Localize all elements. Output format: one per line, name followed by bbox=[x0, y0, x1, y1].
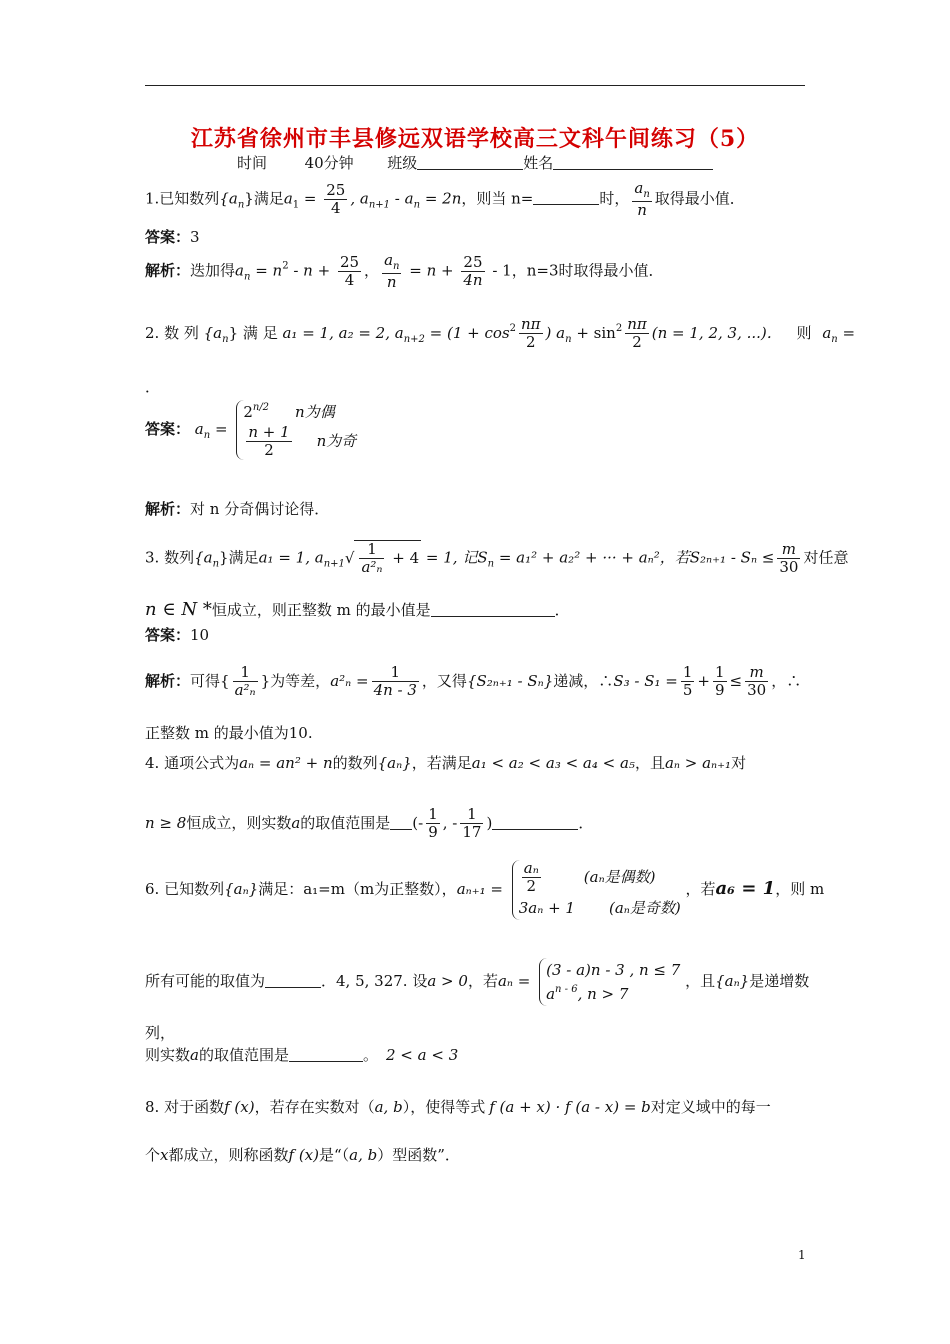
q2-prefix: 2. 数 列 bbox=[145, 323, 199, 342]
q3-line2-text: 恒成立，则正整数 m 的最小值是 bbox=[211, 601, 431, 619]
q2-given-sub: n+2 bbox=[403, 333, 425, 345]
q4-ineq: a₁ < a₂ < a₃ < a₄ < a₅ bbox=[471, 754, 635, 772]
q6-line bbox=[145, 860, 824, 920]
q2-sin: + sin bbox=[571, 323, 616, 342]
q4-f1 bbox=[426, 806, 440, 842]
q1-ratio-num-sub: n bbox=[643, 189, 650, 200]
q7-line4-text: 则实数 bbox=[145, 1046, 191, 1064]
q3-analysis-b: 为等差， bbox=[270, 671, 331, 690]
q6-seq: {aₙ} bbox=[224, 879, 259, 898]
q6-case1-num: aₙ bbox=[523, 859, 539, 877]
q2-analysis-text: 对 n 分奇偶讨论得． bbox=[190, 500, 330, 518]
q8-line2-b: 都成立，则称函数 bbox=[168, 1146, 289, 1164]
q2-ans-an-sub: n bbox=[203, 429, 211, 441]
q2-seq-sub: n bbox=[222, 333, 229, 345]
q2-piecewise bbox=[236, 400, 356, 460]
q1-fraction bbox=[324, 182, 347, 218]
q7-piecewise bbox=[539, 958, 680, 1006]
q3-answer-blank[interactable] bbox=[431, 616, 555, 617]
q3-analysis-a: 可得 bbox=[190, 671, 221, 690]
q2-case1-cond: n为偶 bbox=[295, 403, 335, 421]
q3-le: ≤ bbox=[729, 671, 743, 690]
q1-rec-minus: - a bbox=[390, 189, 414, 208]
q2-case1-val: 2 bbox=[243, 403, 253, 421]
q8-prefix: 8. 对于函数 bbox=[145, 1098, 225, 1116]
q2-case2-num: n + 1 bbox=[248, 423, 290, 441]
q1-ratio-num: a bbox=[634, 179, 644, 197]
q7-line3: 列， bbox=[145, 1024, 176, 1042]
q6-prefix: 6. 已知数列 bbox=[145, 879, 225, 898]
q1-frac-num: 25 bbox=[326, 180, 346, 199]
q7-line4-b: 的取值范围是 bbox=[198, 1046, 289, 1064]
q3-f1-num: 1 bbox=[682, 663, 693, 681]
q8-eq: f (a + x) · f (a - x) = b bbox=[489, 1098, 651, 1116]
q4-mid: 的数列 bbox=[332, 754, 378, 772]
q3-diff: S₂ₙ₊₁ - Sₙ ≤ bbox=[689, 548, 775, 567]
q1-seq: {a bbox=[219, 189, 238, 208]
q8-line2-a: 个 bbox=[145, 1146, 161, 1164]
q3-m-num: m bbox=[777, 541, 800, 559]
q1-frac-den: 4 bbox=[331, 198, 341, 217]
q3-analysis-last: 正整数 m 的最小值为10. bbox=[145, 724, 313, 742]
q3-answer bbox=[145, 626, 209, 646]
q1-minus1: - 1， bbox=[487, 261, 527, 280]
q2-given: a₁ = 1, a₂ = 2, a bbox=[282, 323, 404, 342]
time-label: 时间 bbox=[237, 154, 268, 172]
q1-eq: = bbox=[299, 189, 322, 208]
q1-cond: 满足 bbox=[253, 189, 284, 208]
q8-ab2: a, b bbox=[349, 1146, 378, 1164]
q7-case2 bbox=[546, 982, 680, 1006]
q3-f3-num: m bbox=[745, 664, 768, 682]
q1-an-eq: = n bbox=[250, 261, 283, 280]
page-number: 1 bbox=[798, 1248, 806, 1262]
q3-sqrt: √ $\frac{1}{\text{a²ₙ}}$ + 4 bbox=[344, 540, 420, 577]
q1-a1: a bbox=[283, 189, 293, 208]
q1-af3-den: 4n bbox=[463, 270, 483, 289]
q8-tail: 对定义域中的每一 bbox=[650, 1098, 771, 1116]
q2-gf2 bbox=[625, 316, 649, 352]
q1-an-rest: - n + bbox=[288, 261, 335, 280]
q3-plus: + bbox=[697, 671, 710, 690]
q1-af3-num: 25 bbox=[461, 254, 484, 272]
q4-tail: 对 bbox=[731, 754, 747, 772]
q6-mid: ，若 bbox=[685, 879, 716, 898]
q2-cond: 满 足 bbox=[242, 323, 278, 342]
q6-tail: ，则 m bbox=[775, 879, 825, 898]
q3-root-plus: + 4 bbox=[387, 548, 420, 567]
q7-text: ．4, 5, 327. 设 bbox=[321, 972, 428, 990]
q1-mid: ，则当 n= bbox=[461, 189, 534, 208]
q3-sn-eq: = a₁² + a₂² + ··· + aₙ²，若 bbox=[494, 548, 690, 567]
q1-answer-value: 3 bbox=[190, 228, 200, 246]
q3-root-den: a²ₙ bbox=[361, 558, 383, 577]
class-label: 班级 bbox=[387, 154, 418, 172]
q1-af-num: 25 bbox=[339, 252, 360, 271]
q3-answer-label: 答案： bbox=[145, 626, 191, 644]
q6-an1: aₙ₊₁ = bbox=[456, 879, 503, 898]
q7-answer-blank[interactable] bbox=[289, 1061, 363, 1062]
q6-case2 bbox=[519, 896, 681, 920]
q3-seq-sub: n bbox=[212, 558, 220, 570]
q1-ratio-den: n bbox=[637, 200, 647, 219]
q3-sn-sub: n bbox=[487, 558, 495, 570]
q2-sin-sup: 2 bbox=[615, 322, 623, 334]
q8-mid: ，若存在实数对（ bbox=[254, 1098, 375, 1116]
q4-n-ge-8: n ≥ 8 bbox=[145, 813, 187, 832]
q4-ans-open: (- bbox=[412, 813, 424, 832]
q4-f1-den: 9 bbox=[428, 823, 438, 842]
q3-snr: {S₂ₙ₊₁ - Sₙ} bbox=[466, 671, 554, 690]
q3-root-num: 1 bbox=[359, 541, 384, 559]
q2-given-rest: = (1 + cos bbox=[424, 323, 510, 342]
q4-blank-left[interactable] bbox=[390, 829, 412, 830]
q3-prefix: 3. 数列 bbox=[145, 548, 195, 567]
q3-f1-den: 5 bbox=[682, 681, 693, 700]
q8-line2-d: ）型函数”． bbox=[377, 1146, 460, 1164]
q1-rec-sub2: n bbox=[413, 199, 421, 211]
q1-rec-a: , a bbox=[350, 189, 369, 208]
q7-seq: {aₙ} bbox=[715, 972, 750, 990]
q7-an: aₙ = bbox=[497, 972, 531, 990]
q2-given-tail: (n = 1, 2, 3, ...)． bbox=[651, 323, 782, 342]
q3-seq: {a bbox=[194, 548, 213, 567]
q2-case2-frac bbox=[246, 424, 291, 460]
q6-case1 bbox=[519, 860, 681, 896]
q2-an-sub: n bbox=[831, 333, 838, 345]
q3-f3 bbox=[745, 664, 768, 700]
name-blank[interactable] bbox=[553, 169, 713, 170]
q1-answer-label: 答案： bbox=[145, 228, 191, 246]
q3-af bbox=[233, 664, 258, 700]
q1-tail: 取得最小值． bbox=[654, 189, 745, 208]
q6-cond: 满足：a₁=m（m为正整数）， bbox=[258, 879, 457, 898]
q4-line2-text2: 的取值范围是 bbox=[300, 813, 391, 832]
q3-analysis-d: 递减，∴ bbox=[553, 671, 614, 690]
q2-ans-an: a bbox=[194, 419, 204, 438]
q2-seq-end: } bbox=[228, 323, 239, 342]
q1-an: a bbox=[235, 261, 244, 280]
q4-f1-num: 1 bbox=[428, 805, 438, 823]
q7-line4-a: a bbox=[190, 1046, 199, 1064]
q4-ineq2: aₙ > aₙ₊₁ bbox=[664, 754, 732, 772]
q3-answer-value: 10 bbox=[190, 626, 210, 644]
q1-af2-num: a bbox=[384, 251, 394, 269]
q6-case1-den: 2 bbox=[526, 877, 537, 896]
name-label: 姓名 bbox=[523, 154, 554, 172]
q4-ans-comma: , - bbox=[442, 813, 458, 832]
q7-case2-rest: , n > 7 bbox=[577, 985, 629, 1003]
q8-line2-c: 是“（ bbox=[318, 1146, 350, 1164]
q7-case1: (3 - a)n - 3 , n ≤ 7 bbox=[546, 961, 681, 979]
q2-gf bbox=[519, 316, 543, 352]
q2-given-mid-sub: n bbox=[565, 333, 572, 345]
q3-n-in-N: n ∈ N * bbox=[145, 599, 212, 620]
q3-sn: S bbox=[477, 548, 488, 567]
q2-gf2-num: nπ bbox=[627, 315, 647, 333]
q7-line4-end: 。 bbox=[362, 1046, 378, 1064]
q1-an-sub: n bbox=[243, 271, 251, 283]
exam-info bbox=[237, 152, 713, 173]
q4-ans-close: ) bbox=[486, 813, 493, 832]
q6-case1-frac bbox=[522, 860, 541, 896]
q7-ruo: ，若 bbox=[467, 972, 498, 990]
q1-rec-rhs: = 2n bbox=[420, 189, 462, 208]
q1-af2-num-sub: n bbox=[393, 261, 400, 272]
top-rule bbox=[145, 85, 805, 86]
q1-answer bbox=[145, 228, 200, 248]
q1-prefix: 1.已知数列 bbox=[145, 189, 220, 208]
q6-case1-cond: (aₙ是偶数) bbox=[583, 867, 656, 886]
q3-given: a₁ = 1, a bbox=[258, 548, 324, 567]
q1-seq-end: } bbox=[244, 189, 254, 208]
q3-given-eq: = 1, 记 bbox=[421, 548, 478, 567]
q4-f2 bbox=[460, 806, 483, 842]
q6-a6: a₆ = 1 bbox=[715, 877, 776, 899]
duration: 40分钟 bbox=[304, 154, 354, 172]
q3-seq-end: }满足 bbox=[219, 548, 259, 567]
q2-then: 则 bbox=[796, 323, 812, 342]
q6-case2-cond: (aₙ是奇数) bbox=[608, 898, 681, 917]
q6-line2-text: 所有可能的取值为 bbox=[145, 972, 266, 990]
q6-answer-blank[interactable] bbox=[265, 987, 321, 988]
q4-f2-den: 17 bbox=[462, 823, 482, 842]
q1-analysis-label: 解析： bbox=[145, 261, 191, 280]
q6-line2 bbox=[145, 958, 809, 1006]
page-title: 江苏省徐州市丰县修远双语学校高三文科午间练习（5） bbox=[190, 126, 760, 152]
q2-case1 bbox=[243, 400, 356, 424]
q2-gf-den: 2 bbox=[526, 333, 536, 352]
q1-ratio bbox=[632, 180, 651, 219]
q3-s3: S₃ - S₁ = bbox=[613, 671, 678, 690]
q2-case2-cond: n为奇 bbox=[316, 431, 357, 450]
q1-af2-den: n bbox=[386, 272, 397, 291]
q1-answer-blank[interactable] bbox=[533, 204, 599, 205]
q4-line bbox=[145, 754, 746, 774]
q3-f2-den: 9 bbox=[714, 681, 725, 700]
q2-line bbox=[145, 316, 855, 352]
q3-line2 bbox=[145, 598, 570, 621]
q1-an-sup: 2 bbox=[282, 260, 289, 272]
class-blank[interactable] bbox=[417, 169, 523, 170]
q2-answer bbox=[145, 400, 356, 460]
q3-m-den: 30 bbox=[779, 557, 799, 576]
q3-a2f-num: 1 bbox=[372, 664, 419, 682]
q1-af3 bbox=[461, 254, 484, 290]
q2-gf2-den: 2 bbox=[632, 333, 642, 352]
q2-an: a bbox=[822, 323, 832, 342]
q2-answer-label: 答案： bbox=[145, 419, 191, 438]
q3-therefore: ，∴ bbox=[771, 671, 802, 690]
q3-given-sub: n+1 bbox=[323, 558, 345, 570]
q4-mid3: ，且 bbox=[634, 754, 665, 772]
q8-line2 bbox=[145, 1146, 460, 1166]
q2-seq: {a bbox=[203, 323, 223, 342]
q2-case1-sup: n/2 bbox=[252, 402, 270, 413]
q3-analysis-c: ，又得 bbox=[421, 671, 467, 690]
q3-f2 bbox=[713, 664, 727, 700]
q1-af bbox=[338, 254, 361, 290]
q1-analysis bbox=[145, 252, 664, 291]
q3-a2f-den: 4n - 3 bbox=[373, 681, 417, 700]
q8-ab: a, b bbox=[374, 1098, 403, 1116]
q1-af-den: 4 bbox=[344, 270, 355, 289]
q1-analysis-text: 迭加得 bbox=[190, 261, 236, 280]
q3-analysis: 解析：可得{ $\frac{1}{\text{a²ₙ}}$ }为等差，a²ₙ = $\frac{1}{4n - 3}$ ，又得{S₂ₙ₊₁ - Sₙ}递减，∴S₃ - S₁ = $\frac{1}{5}$ + $\frac{1}{9}$ ≤ $\frac{m}{30}$ ，∴ bbox=[145, 663, 802, 700]
q4-blank-right[interactable] bbox=[492, 829, 578, 830]
q3-af-den: a²ₙ bbox=[234, 681, 256, 700]
q3-tail: 对任意 bbox=[803, 548, 849, 567]
q2-analysis bbox=[145, 500, 329, 520]
q1-line bbox=[145, 180, 745, 219]
q6-piecewise bbox=[512, 860, 681, 920]
q4-a-var: a bbox=[291, 813, 301, 832]
q8-line bbox=[145, 1098, 771, 1118]
q2-cos-sup: 2 bbox=[509, 322, 517, 334]
q3-af-num: 1 bbox=[233, 664, 258, 682]
q2-an-eq: = bbox=[837, 323, 856, 342]
q7-range: 2 < a < 3 bbox=[386, 1046, 459, 1064]
q2-ans-eq: = bbox=[210, 419, 228, 438]
q7-tail2: 是递增数 bbox=[749, 972, 810, 990]
q6-case2-val: 3aₙ + 1 bbox=[518, 898, 575, 917]
q4-mid2: ，若满足 bbox=[411, 754, 472, 772]
q3-f3-den: 30 bbox=[747, 681, 767, 700]
q1-af2 bbox=[382, 252, 401, 291]
q3-f2-num: 1 bbox=[714, 663, 725, 681]
q7-line4 bbox=[145, 1046, 458, 1066]
q1-rec-sub1: n+1 bbox=[368, 199, 391, 211]
q8-mid2: ），使得等式 bbox=[402, 1098, 486, 1116]
q8-fx: f (x) bbox=[224, 1098, 255, 1116]
q1-eq2: = n + bbox=[404, 261, 459, 280]
q2-gf-num: nπ bbox=[521, 315, 541, 333]
q1-analysis-tail: n=3时取得最小值． bbox=[526, 261, 664, 280]
q1-seq-sub: n bbox=[237, 199, 245, 211]
q4-formula: aₙ = an² + n bbox=[239, 754, 333, 772]
q2-dot: ． bbox=[145, 378, 161, 396]
q7-a-pos: a > 0 bbox=[427, 972, 468, 990]
q3-a2f bbox=[372, 664, 419, 700]
q7-case2-base: a bbox=[546, 985, 556, 1003]
q4-line2-text: 恒成立，则实数 bbox=[186, 813, 292, 832]
q3-a2: a²ₙ = bbox=[330, 671, 369, 690]
q2-case2-den: 2 bbox=[264, 441, 274, 460]
q2-case2 bbox=[243, 424, 356, 460]
q3-line2-end: ． bbox=[554, 601, 570, 619]
q4-end: ． bbox=[578, 813, 594, 832]
q3-f1 bbox=[681, 664, 695, 700]
q8-x: x bbox=[160, 1146, 169, 1164]
q4-prefix: 4. 通项公式为 bbox=[145, 754, 240, 772]
q3-m-frac bbox=[777, 541, 800, 577]
q4-f2-num: 1 bbox=[460, 806, 483, 824]
q2-given-mid: ) a bbox=[545, 323, 566, 342]
q4-line2 bbox=[145, 806, 593, 842]
q1-a1-sub: 1 bbox=[292, 199, 300, 211]
q3-analysis-label: 解析： bbox=[145, 671, 191, 690]
q8-fx2: f (x) bbox=[288, 1146, 319, 1164]
q2-analysis-label: 解析： bbox=[145, 500, 191, 518]
q4-seq: {aₙ} bbox=[377, 754, 412, 772]
q7-case2-sup: n - 6 bbox=[555, 984, 578, 995]
q3-line bbox=[145, 540, 848, 577]
q7-tail: ，且 bbox=[685, 972, 716, 990]
q1-comma: ， bbox=[364, 261, 380, 280]
q1-mid2: 时， bbox=[599, 189, 630, 208]
